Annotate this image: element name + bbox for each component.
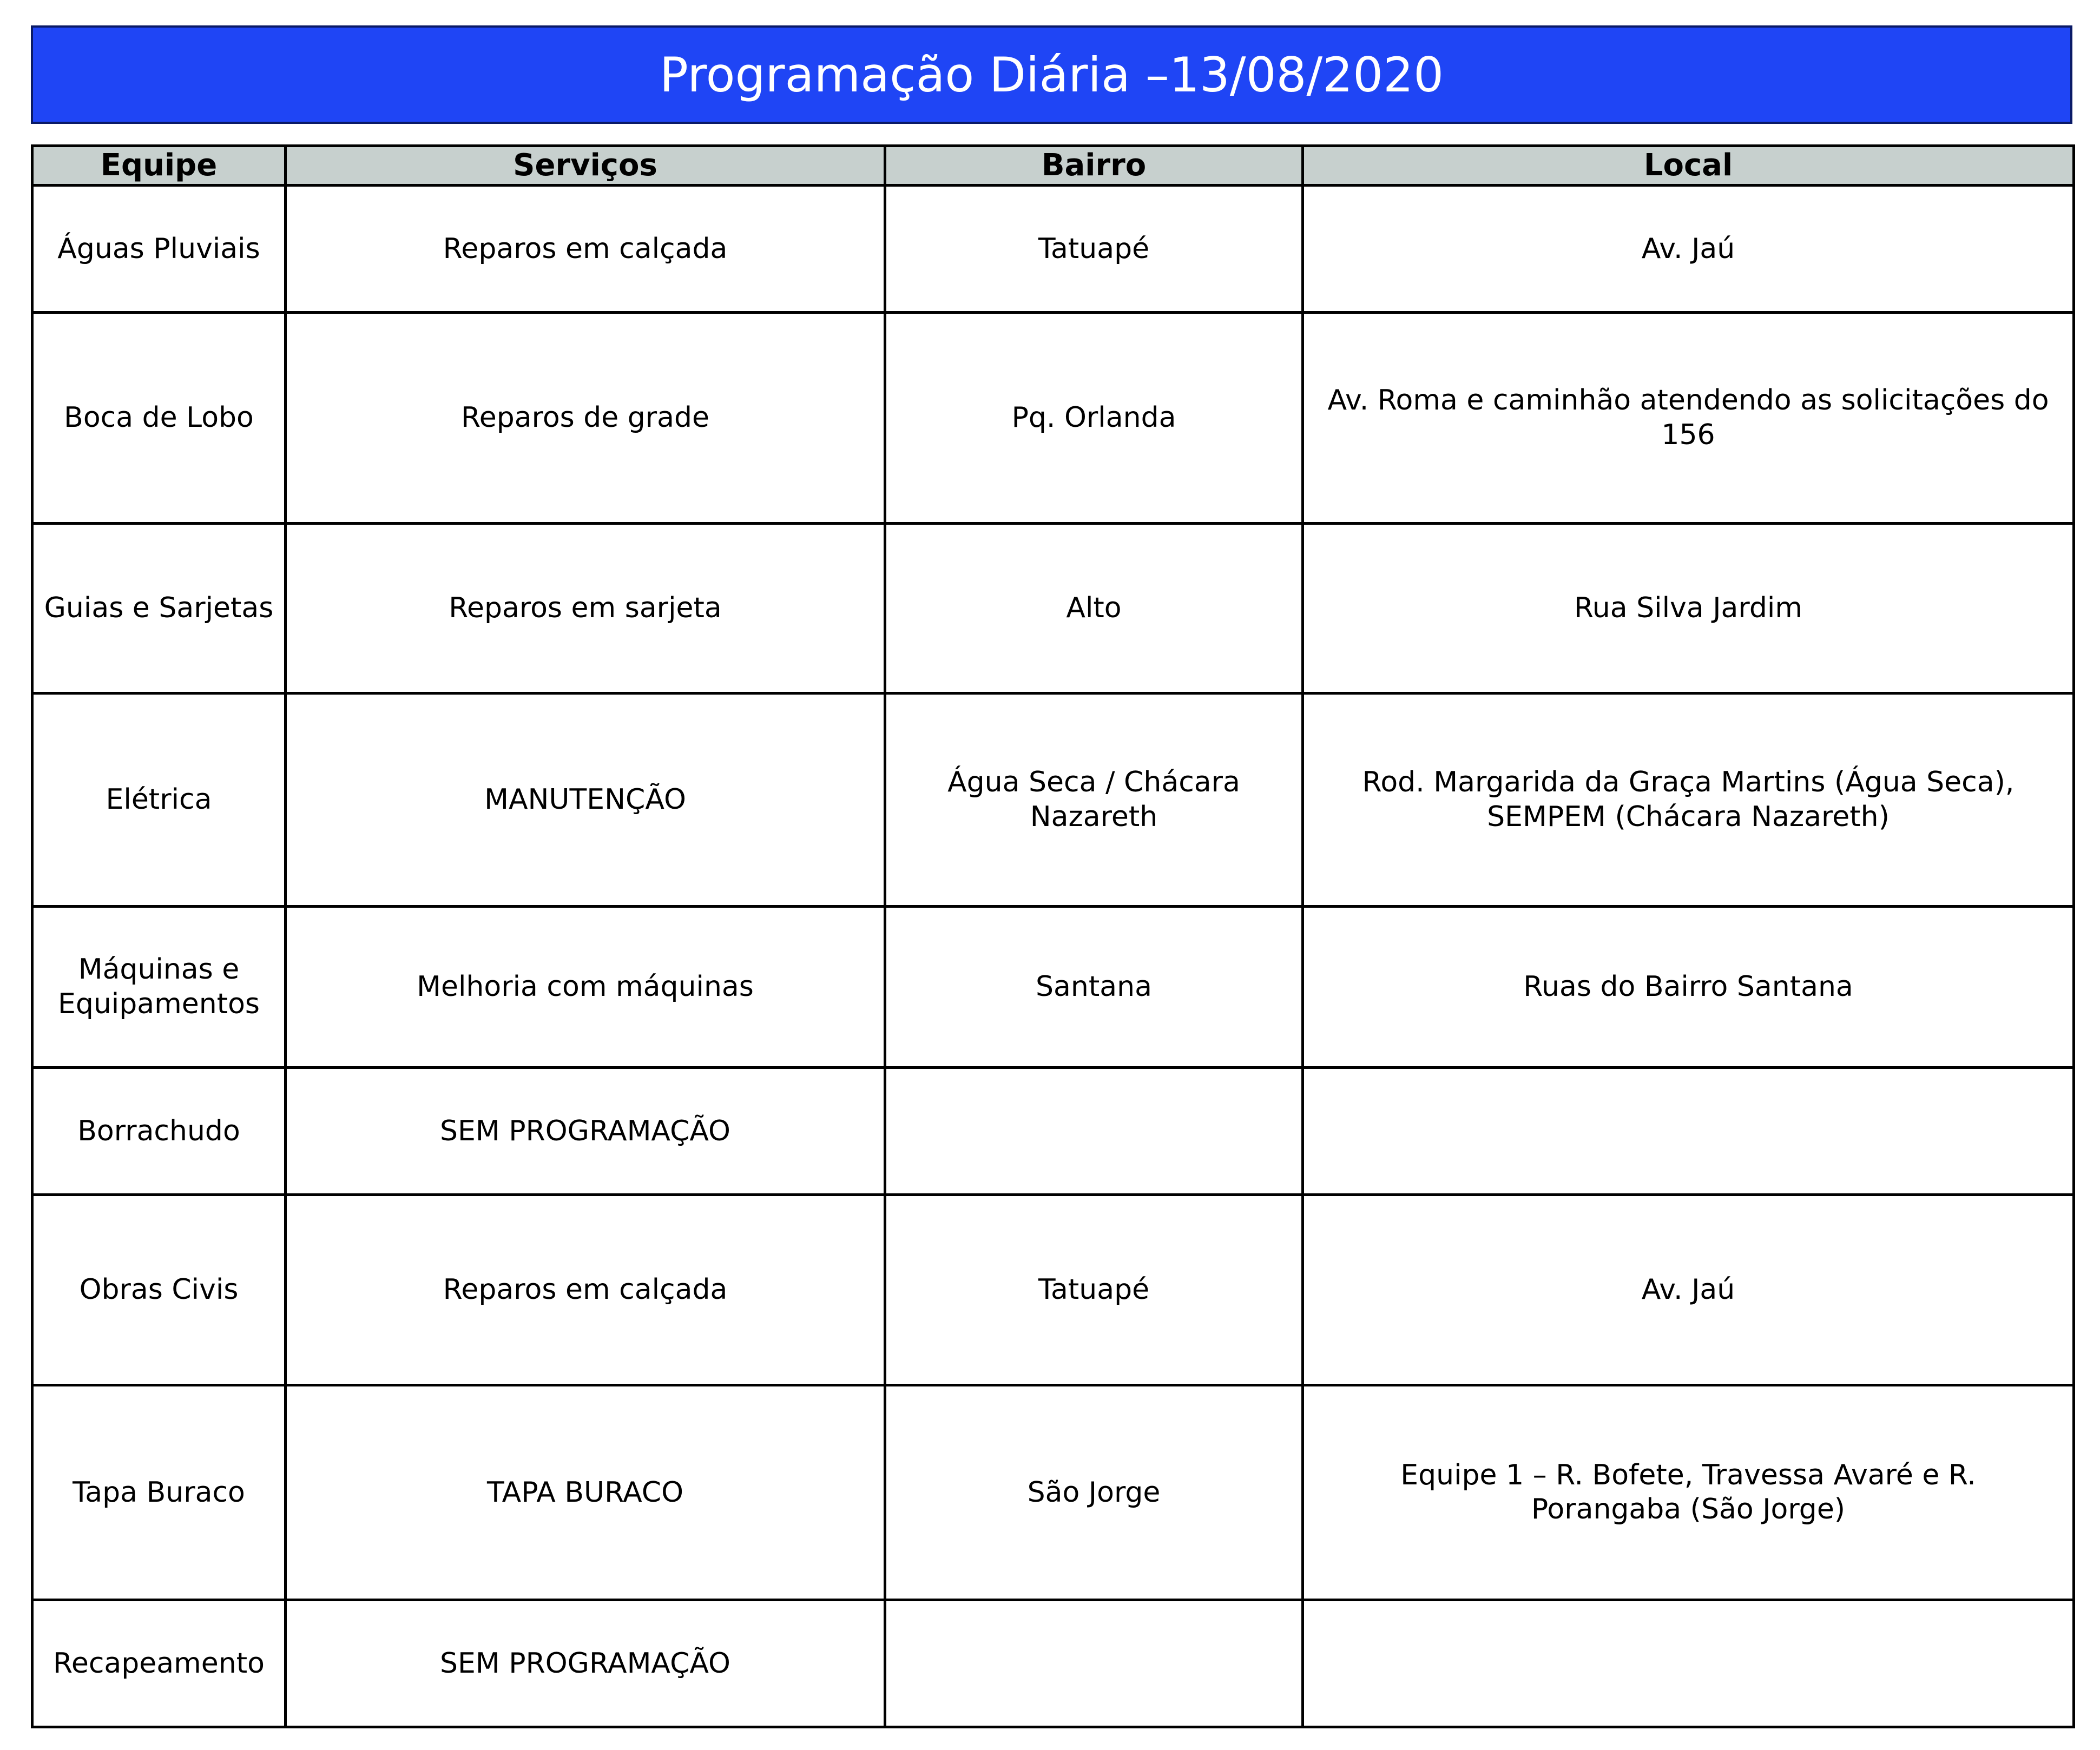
table-row <box>32 1068 2074 1195</box>
cell-servicos: Reparos em sarjeta <box>286 524 885 694</box>
table-row <box>32 1385 2074 1600</box>
table-row <box>32 907 2074 1068</box>
table-row <box>32 1195 2074 1385</box>
cell-servicos: SEM PROGRAMAÇÃO <box>286 1600 885 1727</box>
table-row <box>32 694 2074 907</box>
cell-servicos: Reparos em calçada <box>286 1195 885 1385</box>
cell-equipe: Máquinas e Equipamentos <box>32 907 286 1068</box>
cell-bairro: Santana <box>885 907 1303 1068</box>
cell-equipe: Obras Civis <box>32 1195 286 1385</box>
cell-equipe: Elétrica <box>32 694 286 907</box>
cell-bairro: Tatuapé <box>885 186 1303 313</box>
cell-servicos: Reparos de grade <box>286 313 885 524</box>
column-header-bairro: Bairro <box>885 146 1303 186</box>
cell-local <box>1303 1600 2074 1727</box>
column-header-equipe: Equipe <box>32 146 286 186</box>
table-row <box>32 524 2074 694</box>
cell-equipe: Guias e Sarjetas <box>32 524 286 694</box>
cell-bairro: Pq. Orlanda <box>885 313 1303 524</box>
page-title <box>31 25 2072 124</box>
title-date: 13/08/2020 <box>1169 47 1444 103</box>
cell-local: Av. Jaú <box>1303 1195 2074 1385</box>
cell-local: Ruas do Bairro Santana <box>1303 907 2074 1068</box>
cell-local <box>1303 1068 2074 1195</box>
cell-equipe: Águas Pluviais <box>32 186 286 313</box>
cell-bairro: Tatuapé <box>885 1195 1303 1385</box>
cell-equipe: Boca de Lobo <box>32 313 286 524</box>
cell-bairro: Água Seca / Chácara Nazareth <box>885 694 1303 907</box>
cell-bairro <box>885 1600 1303 1727</box>
cell-bairro: Alto <box>885 524 1303 694</box>
table-row <box>32 313 2074 524</box>
cell-local: Av. Jaú <box>1303 186 2074 313</box>
cell-bairro: São Jorge <box>885 1385 1303 1600</box>
cell-servicos: Reparos em calçada <box>286 186 885 313</box>
schedule-table <box>31 144 2075 1728</box>
title-label: Programação Diária – <box>659 47 1169 103</box>
cell-bairro <box>885 1068 1303 1195</box>
cell-local: Rua Silva Jardim <box>1303 524 2074 694</box>
cell-equipe: Tapa Buraco <box>32 1385 286 1600</box>
cell-local: Av. Roma e caminhão atendendo as solicitações do 156 <box>1303 313 2074 524</box>
cell-local: Equipe 1 – R. Bofete, Travessa Avaré e R. Porangaba (São Jorge) <box>1303 1385 2074 1600</box>
cell-local: Rod. Margarida da Graça Martins (Água Seca), SEMPEM (Chácara Nazareth) <box>1303 694 2074 907</box>
table-row <box>32 186 2074 313</box>
cell-servicos: TAPA BURACO <box>286 1385 885 1600</box>
cell-equipe: Borrachudo <box>32 1068 286 1195</box>
column-header-servicos: Serviços <box>286 146 885 186</box>
cell-equipe: Recapeamento <box>32 1600 286 1727</box>
column-header-local: Local <box>1303 146 2074 186</box>
cell-servicos: MANUTENÇÃO <box>286 694 885 907</box>
cell-servicos: SEM PROGRAMAÇÃO <box>286 1068 885 1195</box>
table-row <box>32 1600 2074 1727</box>
cell-servicos: Melhoria com máquinas <box>286 907 885 1068</box>
table-header-row <box>32 146 2074 186</box>
